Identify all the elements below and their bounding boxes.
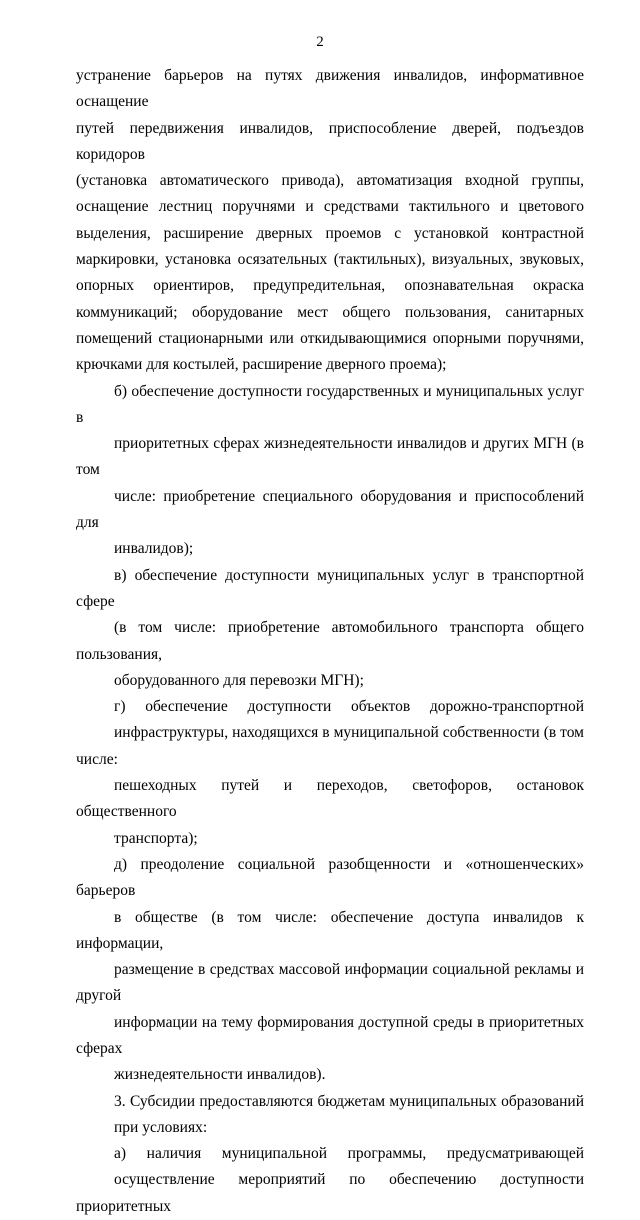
text-line: помещений стационарными или откидывающимися опорными поручнями, bbox=[76, 329, 584, 347]
text-line: размещение в средствах массовой информации социальной рекламы и другой bbox=[76, 961, 584, 1005]
text-line: д) преодоление социальной разобщенности и «отношенческих» барьеров bbox=[76, 855, 584, 900]
text-line: числе: приобретение специального оборудования и приспособлений для bbox=[76, 487, 584, 532]
text-line: пешеходных путей и переходов, светофоров, остановок общественного bbox=[76, 777, 584, 821]
paragraph bbox=[76, 379, 584, 563]
text-line: а) наличия муниципальной программы, предусматривающей bbox=[114, 1145, 584, 1163]
text-line: при условиях: bbox=[114, 1118, 208, 1136]
paragraph bbox=[76, 694, 584, 852]
text-line: приоритетных сферах жизнедеятельности инвалидов и других МГН (в том bbox=[76, 435, 584, 479]
text-line: (в том числе: приобретение автомобильного транспорта общего пользования, bbox=[76, 619, 584, 663]
paragraph bbox=[76, 1089, 584, 1142]
text-line: инвалидов); bbox=[114, 540, 194, 558]
paragraph bbox=[76, 63, 584, 379]
text-line: оснащение лестниц поручнями и средствами тактильного и цветового bbox=[76, 198, 584, 216]
text-line: оборудованного для перевозки МГН); bbox=[114, 671, 364, 689]
text-line: выделения, расширение дверных проемов с установкой контрастной bbox=[76, 224, 584, 242]
text-line: крючками для костылей, расширение дверного проема); bbox=[76, 356, 447, 374]
text-line: (установка автоматического привода), автоматизация входной группы, bbox=[76, 172, 584, 190]
text-line: 3. Субсидии предоставляются бюджетам муниципальных образований bbox=[114, 1092, 584, 1110]
paragraph bbox=[76, 563, 584, 694]
paragraph bbox=[76, 1141, 584, 1220]
paragraph bbox=[76, 852, 584, 1089]
text-line: опорных ориентиров, предупредительная, опознавательная окраска bbox=[76, 277, 584, 295]
text-line: маркировки, установка осязательных (тактильных), визуальных, звуковых, bbox=[76, 251, 584, 269]
text-line: г) обеспечение доступности объектов дорожно-транспортной bbox=[114, 698, 584, 716]
text-line: информации на тему формирования доступной среды в приоритетных сферах bbox=[76, 1013, 584, 1057]
text-line: в) обеспечение доступности муниципальных услуг в транспортной сфере bbox=[76, 566, 584, 610]
text-line: в обществе (в том числе: обеспечение доступа инвалидов к информации, bbox=[76, 908, 584, 952]
text-line: инфраструктуры, находящихся в муниципальной собственности (в том числе: bbox=[76, 724, 584, 768]
text-line: транспорта); bbox=[114, 829, 198, 847]
body-text bbox=[76, 63, 584, 1220]
text-line: устранение барьеров на путях движения инвалидов, информативное оснащение bbox=[76, 67, 584, 111]
text-line: б) обеспечение доступности государственных и муниципальных услуг в bbox=[76, 382, 584, 426]
text-line: путей передвижения инвалидов, приспособление дверей, подъездов коридоров bbox=[76, 119, 584, 163]
text-line: коммуникаций; оборудование мест общего пользования, санитарных bbox=[76, 303, 584, 321]
text-line: жизнедеятельности инвалидов). bbox=[114, 1066, 326, 1084]
page-number: 2 bbox=[316, 34, 324, 50]
text-line: осуществление мероприятий по обеспечению доступности приоритетных bbox=[76, 1171, 584, 1215]
